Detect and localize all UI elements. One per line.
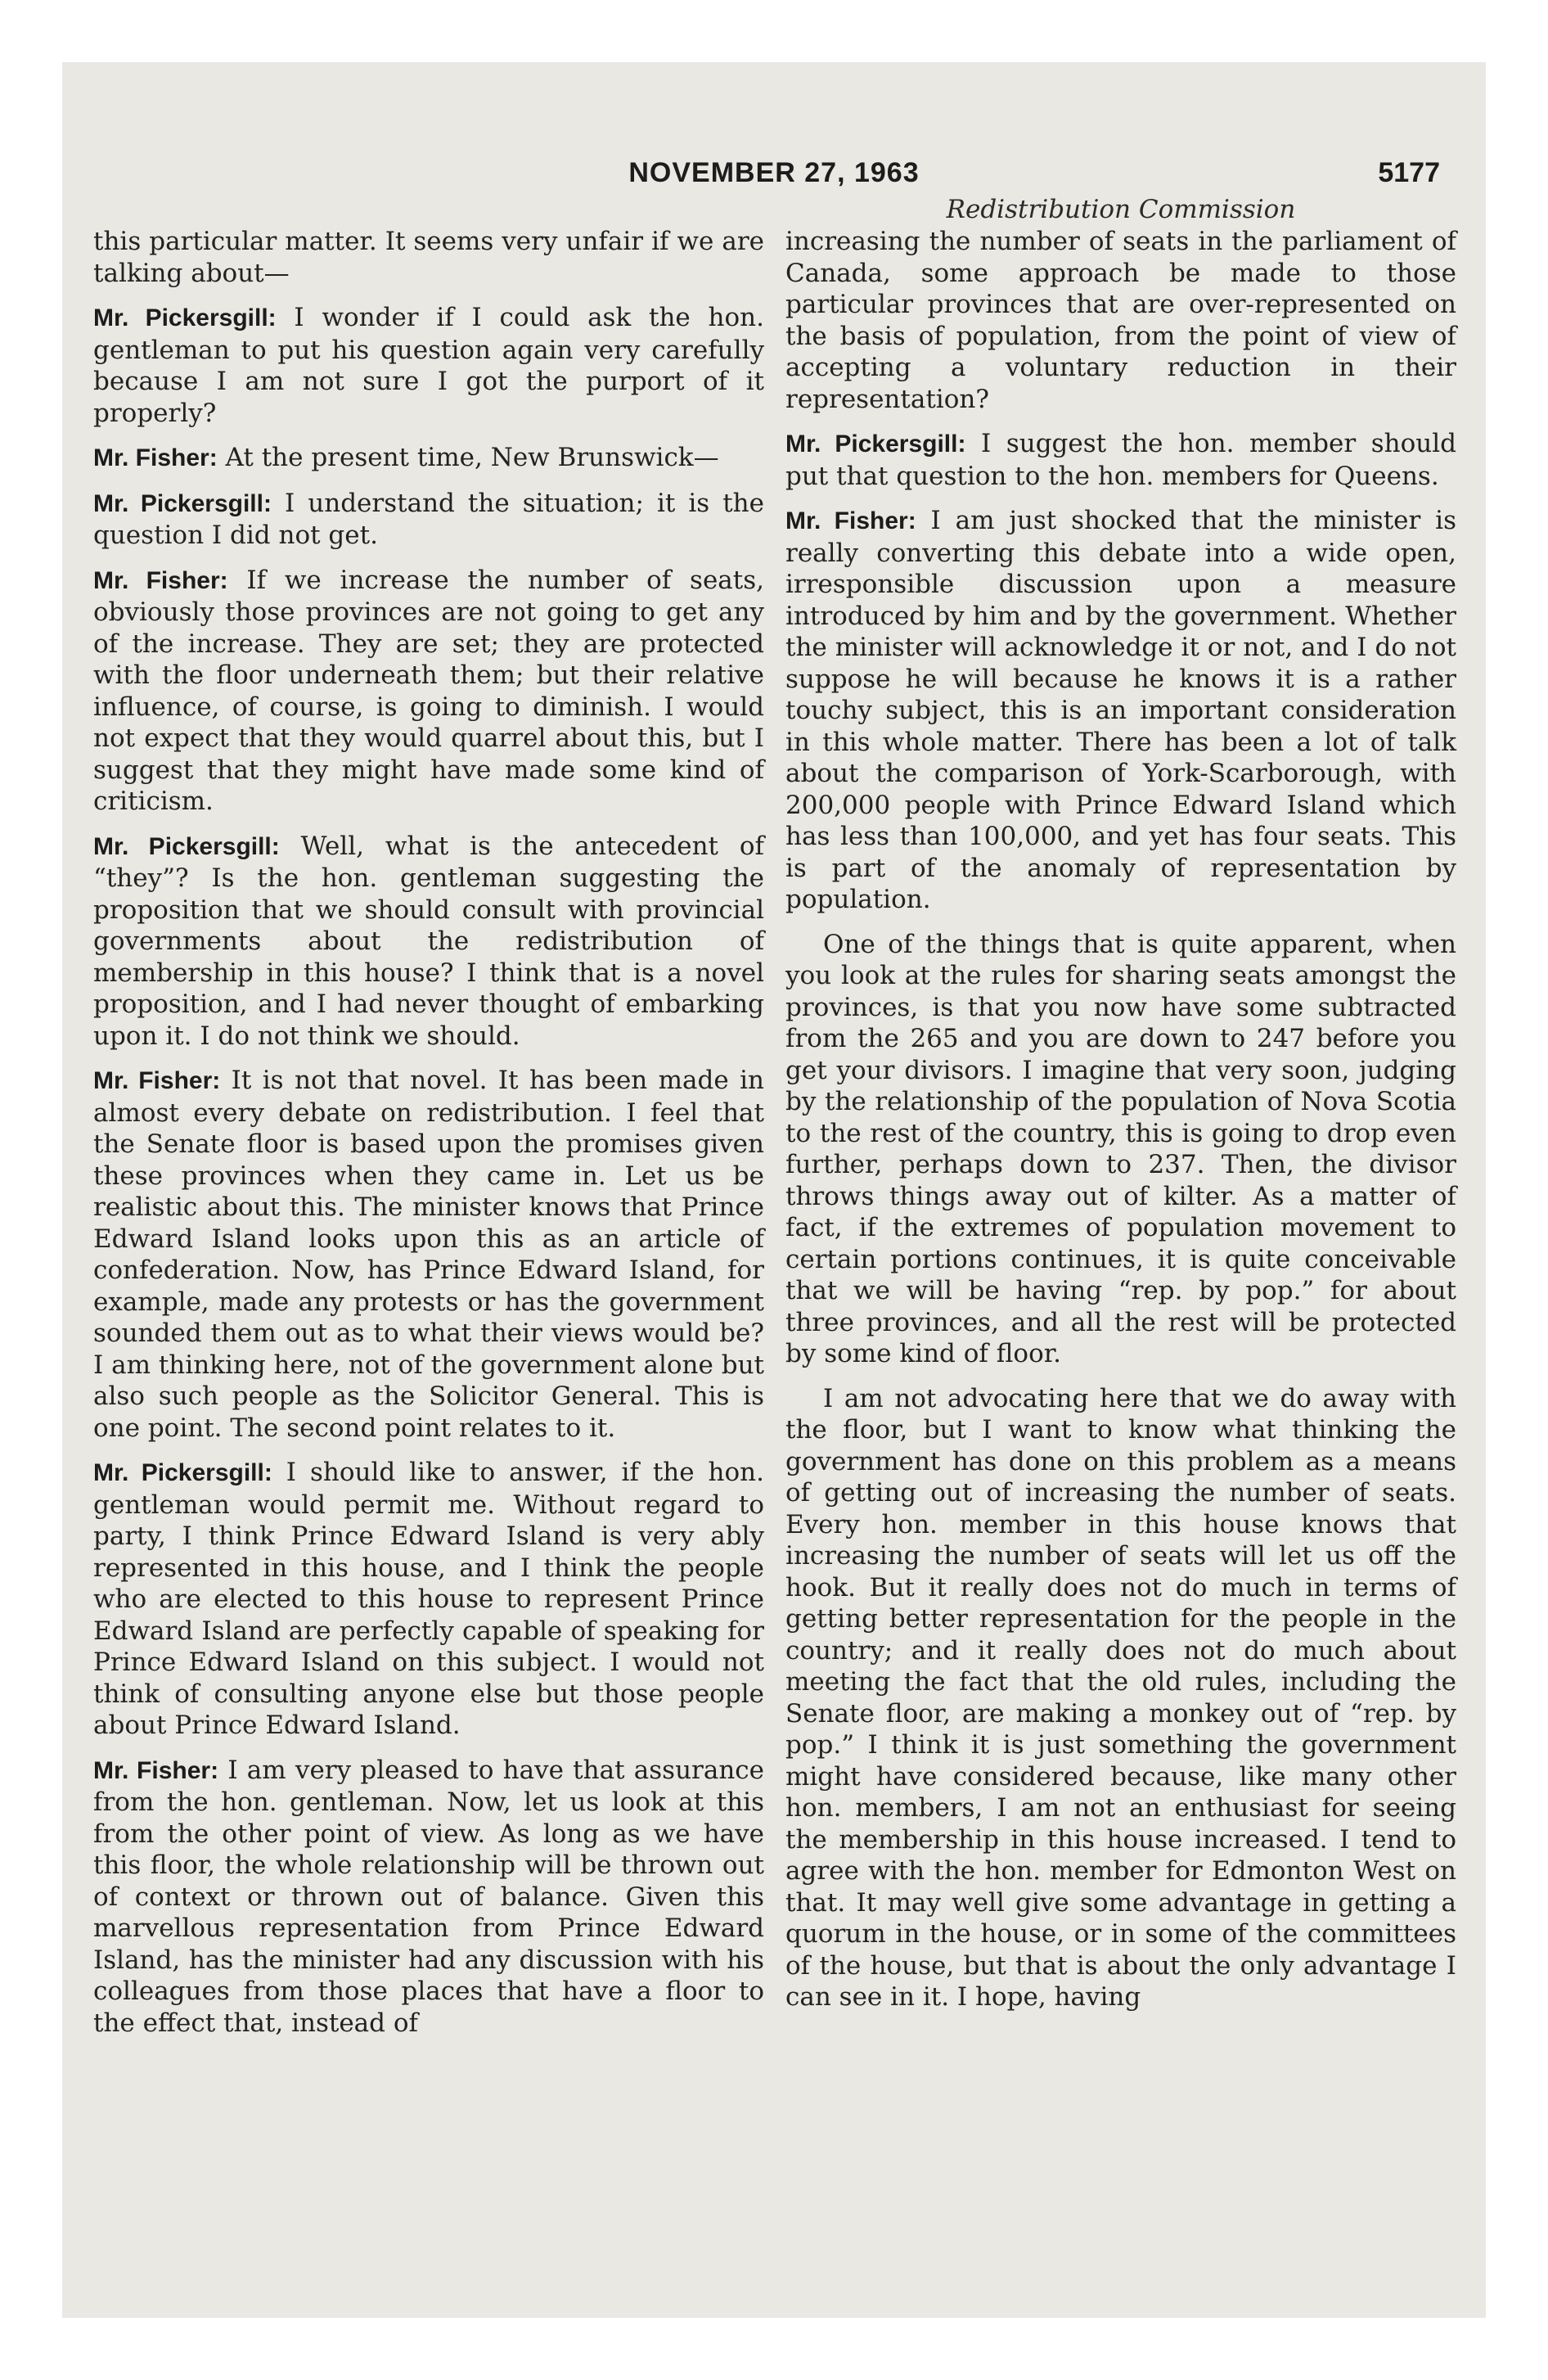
- paragraph-text: increasing the number of seats in the parliament of Canada, some approach be made to those particular provinces that are over-represented on the basis of population, from the point of view of accepting a voluntary reduction in their representation?: [785, 227, 1456, 414]
- paragraph-text: I understand the situation; it is the question I did not get.: [93, 488, 764, 550]
- paragraph: [93, 488, 764, 552]
- left-column: [93, 226, 764, 2052]
- document-page: [62, 62, 1486, 2318]
- right-column: [785, 226, 1456, 2026]
- paragraph: [785, 1383, 1456, 2013]
- paragraph: [93, 1755, 764, 2040]
- paragraph-text: It is not that novel. It has been made in almost every debate on redistribution. I feel that the Senate floor is based upon the promises given these provinces when they came in. Let us be realistic about this. The minister knows that Prince Edward Island looks upon this as an article of confederation. Now, has Prince Edward Island, for example, made any protests or has the government sounded them out as to what their views would be? I am thinking here, not of the government alone but also such people as the Solicitor General. This is one point. The second point relates to it.: [93, 1066, 764, 1443]
- page-number: 5177: [1378, 157, 1440, 188]
- paragraph-text: If we increase the number of seats, obviously those provinces are not going to get any of the increase. They are set; they are protected with the floor underneath them; but their relative influence, of course, is going to diminish. I would not expect that they would quarrel about this, but I suggest that they might have made some kind of criticism.: [93, 565, 764, 816]
- paragraph-text: I am just shocked that the minister is really converting this debate into a wide open, irresponsible discussion upon a measure introduced by him and by the government. Whether the minister will acknowledge it or not, and I do not suppose he will because he knows it is a rather touchy subject, this is an important consideration in this whole matter. There has been a lot of talk about the comparison of York-Scarborough, with 200,000 people with Prince Edward Island which has less than 100,000, and yet has four seats. This is part of the anomaly of representation by population.: [785, 506, 1456, 914]
- paragraph-text: this particular matter. It seems very unfair if we are talking about—: [93, 227, 764, 288]
- paragraph-text: I am not advocating here that we do away with the floor, but I want to know what thinking the government has done on this problem as a means of getting out of increasing the number of seats. Every hon. member in this house knows that increasing the number of seats will let us off the hook. But it really does not do much in terms of getting better representation for the people in the country; and it really does not do much about meeting the fact that the old rules, including the Senate floor, are making a monkey out of “rep. by pop.” I think it is just something the government might have considered because, like many other hon. members, I am not an enthusiast for seeing the membership in this house increased. I tend to agree with the hon. member for Edmonton West on that. It may well give some advantage in getting a quorum in the house, or in some of the committees of the house, but that is about the only advantage I can see in it. I hope, having: [785, 1383, 1456, 2012]
- paragraph: [93, 831, 764, 1053]
- speaker-name: Mr. Fisher:: [785, 507, 916, 534]
- speaker-name: Mr. Pickersgill:: [785, 430, 966, 458]
- paragraph-text: I am very pleased to have that assurance from the hon. gentleman. Now, let us look at this from the other point of view. As long as we have this floor, the whole relationship will be thrown out of context or thrown out of balance. Given this marvellous representation from Prince Edward Island, has the minister had any discussion with his colleagues from those places that have a floor to the effect that, instead of: [93, 1755, 765, 2038]
- running-subtitle: Redistribution Commission: [946, 195, 1296, 224]
- speaker-name: Mr. Fisher:: [93, 1756, 219, 1784]
- speaker-name: Mr. Fisher:: [93, 444, 218, 471]
- speaker-name: Mr. Pickersgill:: [93, 1459, 272, 1486]
- paragraph-text: At the present time, New Brunswick—: [217, 443, 719, 472]
- header-date: NOVEMBER 27, 1963: [628, 157, 920, 188]
- paragraph: [785, 428, 1456, 492]
- paragraph: [93, 442, 764, 475]
- paragraph: [785, 929, 1456, 1370]
- page-header: [62, 157, 1486, 195]
- speaker-name: Mr. Pickersgill:: [93, 304, 277, 331]
- paragraph: [785, 226, 1456, 415]
- paragraph-text: Well, what is the antecedent of “they”? Is the hon. gentleman suggesting the proposition that we should consult with provincial governments about the redistribution of membership in this house? I think that is a novel proposition, and I had never thought of embarking upon it. I do not think we should.: [93, 831, 764, 1051]
- paragraph-text: I should like to answer, if the hon. gentleman would permit me. Without regard to party, I think Prince Edward Island is very ably represented in this house, and I think the people who are elected to this house to represent Prince Edward Island are perfectly capable of speaking for Prince Edward Island on this subject. I would not think of consulting anyone else but those people about Prince Edward Island.: [93, 1458, 764, 1740]
- paragraph: [93, 226, 764, 289]
- paragraph-text: One of the things that is quite apparent, when you look at the rules for sharing seats amongst the provinces, is that you now have some subtracted from the 265 and you are down to 247 before you get your divisors. I imagine that very soon, judging by the relationship of the population of Nova Scotia to the rest of the country, this is going to drop even further, perhaps down to 237. Then, the divisor throws things away out of kilter. As a matter of fact, if the extremes of population movement to certain portions continues, it is quite conceivable that we will be having “rep. by pop.” for about three provinces, and all the rest will be protected by some kind of floor.: [785, 929, 1456, 1368]
- paragraph: [93, 1065, 764, 1444]
- paragraph: [93, 565, 764, 818]
- speaker-name: Mr. Fisher:: [93, 1067, 221, 1094]
- paragraph-text: I wonder if I could ask the hon. gentleman to put his question again very carefully because I am not sure I got the purport of it properly?: [93, 303, 764, 428]
- speaker-name: Mr. Pickersgill:: [93, 489, 272, 517]
- paragraph: [93, 302, 764, 429]
- speaker-name: Mr. Pickersgill:: [93, 832, 280, 860]
- paragraph-text: I suggest the hon. member should put that question to the hon. members for Queens.: [785, 429, 1456, 491]
- paragraph: [785, 505, 1456, 916]
- paragraph: [93, 1457, 764, 1742]
- speaker-name: Mr. Fisher:: [93, 566, 228, 594]
